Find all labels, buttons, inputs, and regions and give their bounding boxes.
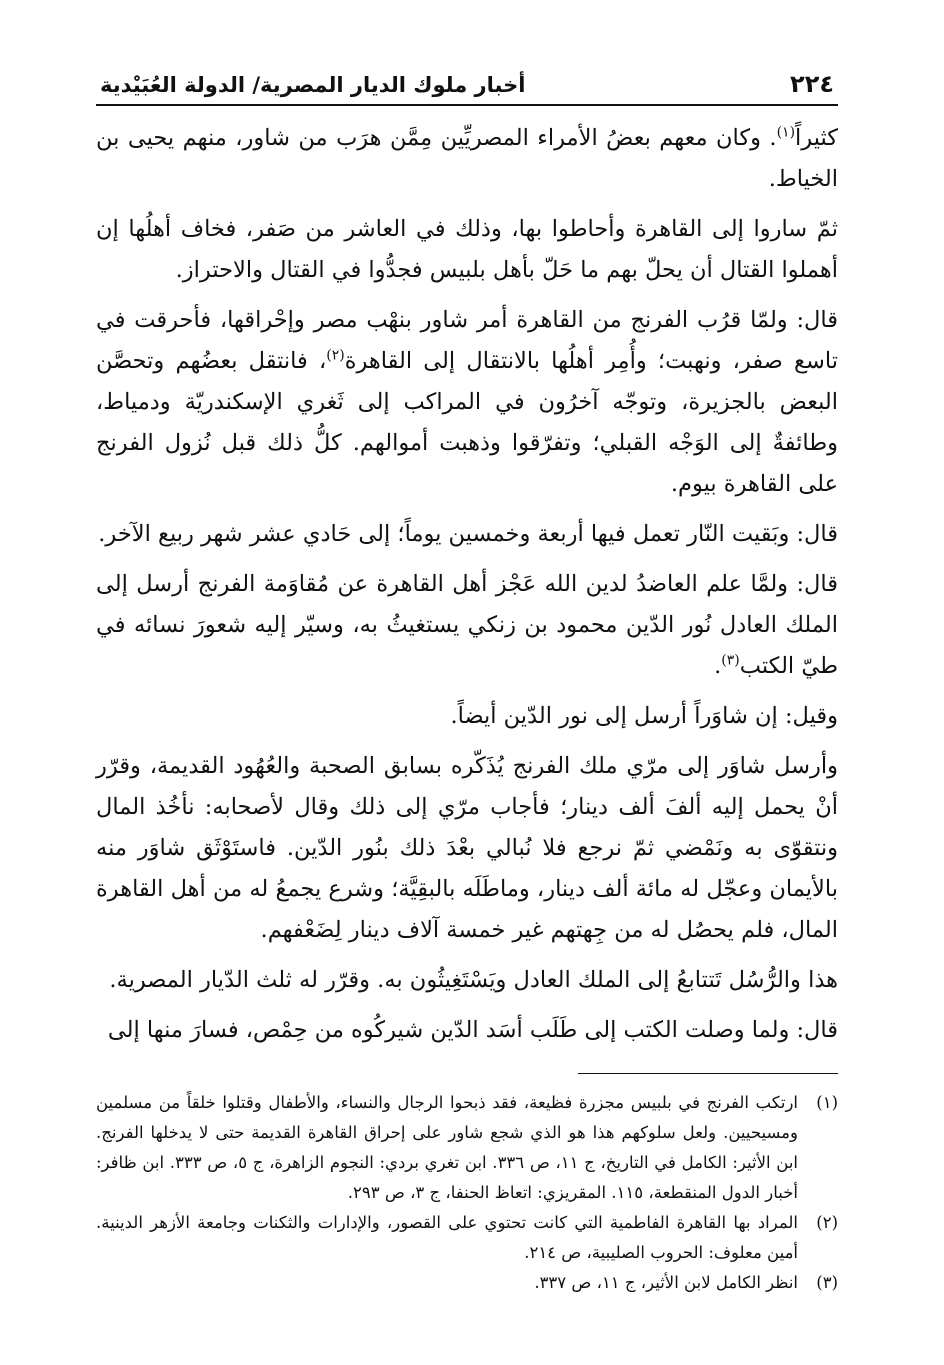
page-number: ٢٢٤: [790, 70, 834, 98]
paragraph: قال: ولمّا قرُب الفرنج من القاهرة أمر شاور بنهْب مصر وإحْراقها، فأحرقت في تاسع صفر، ونهبت؛ وأُمِر أهلُها بالانتقال إلى القاهرة$^{(٢)}$، فانتقل بعضُهم وتحصَّن البعض بالجزيرة، وتوجّه آخرُون في المراكب إلى ثَغري الإسكندريّة ودمياط، وطائفةٌ إلى الوَجْه القبلي؛ وتفرّقوا وذهبت أموالهم. كلُّ ذلك قبل نُزول الفرنج على القاهرة بيوم.: [96, 307, 838, 497]
footnote-divider: [578, 1073, 838, 1074]
paragraph: قال: ولمَّا علم العاضدُ لدين الله عَجْز أهل القاهرة عن مُقاوَمة الفرنج أرسل إلى الملك العادل نُور الدّين محمود بن زنكي يستغيثُ به، وسيّر إليه شعورَ نسائه في طيّ الكتب$^{(٣)}$.: [96, 571, 838, 679]
paragraph: وقيل: إن شاوَراً أرسل إلى نور الدّين أيضاً.: [450, 703, 838, 729]
main-text: [96, 118, 838, 1051]
footnote-number: (٢): [816, 1213, 838, 1232]
footnote-ref[interactable]: (٢): [326, 347, 345, 364]
paragraph: كثيراً$^{(١)}$. وكان معهم بعضُ الأمراء المصريِّين مِمَّن هرَب من شاور، منهم يحيى بن الخياط.: [96, 124, 838, 192]
footnote-text: ارتكب الفرنج في بلبيس مجزرة فظيعة، فقد ذبحوا الرجال والنساء، والأطفال وقتلوا خلقاً من مسلمين ومسيحيين. ولعل سلوكهم هذا هو الذي شجع شاور على إحراق القاهرة القديمة حتى لا يدخلها الفرنج. ابن الأثير: الكامل في التاريخ، ج ١١، ص ٣٣٦. ابن تغري بردي: النجوم الزاهرة، ج ٥، ص ٣٣٣. ابن ظافر: أخبار الدول المنقطعة، ١١٥. المقريزي: اتعاظ الحنفا، ج ٣، ص ٢٩٣.: [96, 1093, 798, 1202]
footnote: [96, 1208, 838, 1268]
footnote-number: (٣): [816, 1273, 838, 1292]
footnotes: [96, 1088, 838, 1298]
footnote-ref[interactable]: (٣): [721, 652, 740, 669]
running-title: أخبار ملوك الديار المصرية/ الدولة العُبَيْدية: [100, 73, 526, 97]
paragraph: قال: وبَقيت النّار تعمل فيها أربعة وخمسين يوماً؛ إلى حَادي عشر شهر ربيع الآخر.: [98, 521, 838, 547]
footnote-number: (١): [816, 1093, 838, 1112]
footnote-text: المراد بها القاهرة الفاطمية التي كانت تحتوي على القصور، والإدارات والثكنات وجامعة الأزهر الدينية. أمين معلوف: الحروب الصليبية، ص ٢١٤.: [96, 1213, 798, 1262]
paragraph: وأرسل شاوَر إلى مرّي ملك الفرنج يُذَكّره بسابق الصحبة والعُهُود القديمة، وقرّر أنْ يحمل إليه ألفَ ألف دينار؛ فأجاب مرّي إلى ذلك وقال لأصحابه: نأخُذ المال ونتقوّى به ونَمْضي ثمّ نرجع فلا نُبالي بعْدَ ذلك بنُور الدّين. فاستَوْثَق شاوَر منه بالأيمان وعجّل له مائة ألف دينار، وماطَلَه بالبقِيَّة؛ وشرع يجمعُ له من أهل القاهرة المال، فلم يحصُل له من جِهتهم غير خمسة آلاف دينار لِضَعْفهم.: [96, 753, 838, 943]
paragraph: ثمّ ساروا إلى القاهرة وأحاطوا بها، وذلك في العاشر من صَفر، فخاف أهلُها إن أهملوا القتال أن يحلّ بهم ما حَلّ بأهل بلبيس فجدُّوا في القتال والاحتراز.: [96, 216, 838, 283]
footnote: [96, 1268, 838, 1298]
book-page: [96, 52, 838, 1298]
footnote-ref[interactable]: (١): [776, 124, 796, 141]
paragraph: قال: ولما وصلت الكتب إلى طَلَب أسَد الدّين شيركُوه من حِمْص، فسارَ منها إلى: [107, 1017, 838, 1043]
paragraph: هذا والرُّسُل تَتتابعُ إلى الملك العادل ويَسْتَغِيثُون به. وقرّر له ثلث الدّيار المصرية.: [109, 967, 838, 993]
footnote-text: انظر الكامل لابن الأثير، ج ١١، ص ٣٣٧.: [534, 1273, 798, 1292]
footnote: [96, 1088, 838, 1208]
running-header: [96, 52, 838, 106]
